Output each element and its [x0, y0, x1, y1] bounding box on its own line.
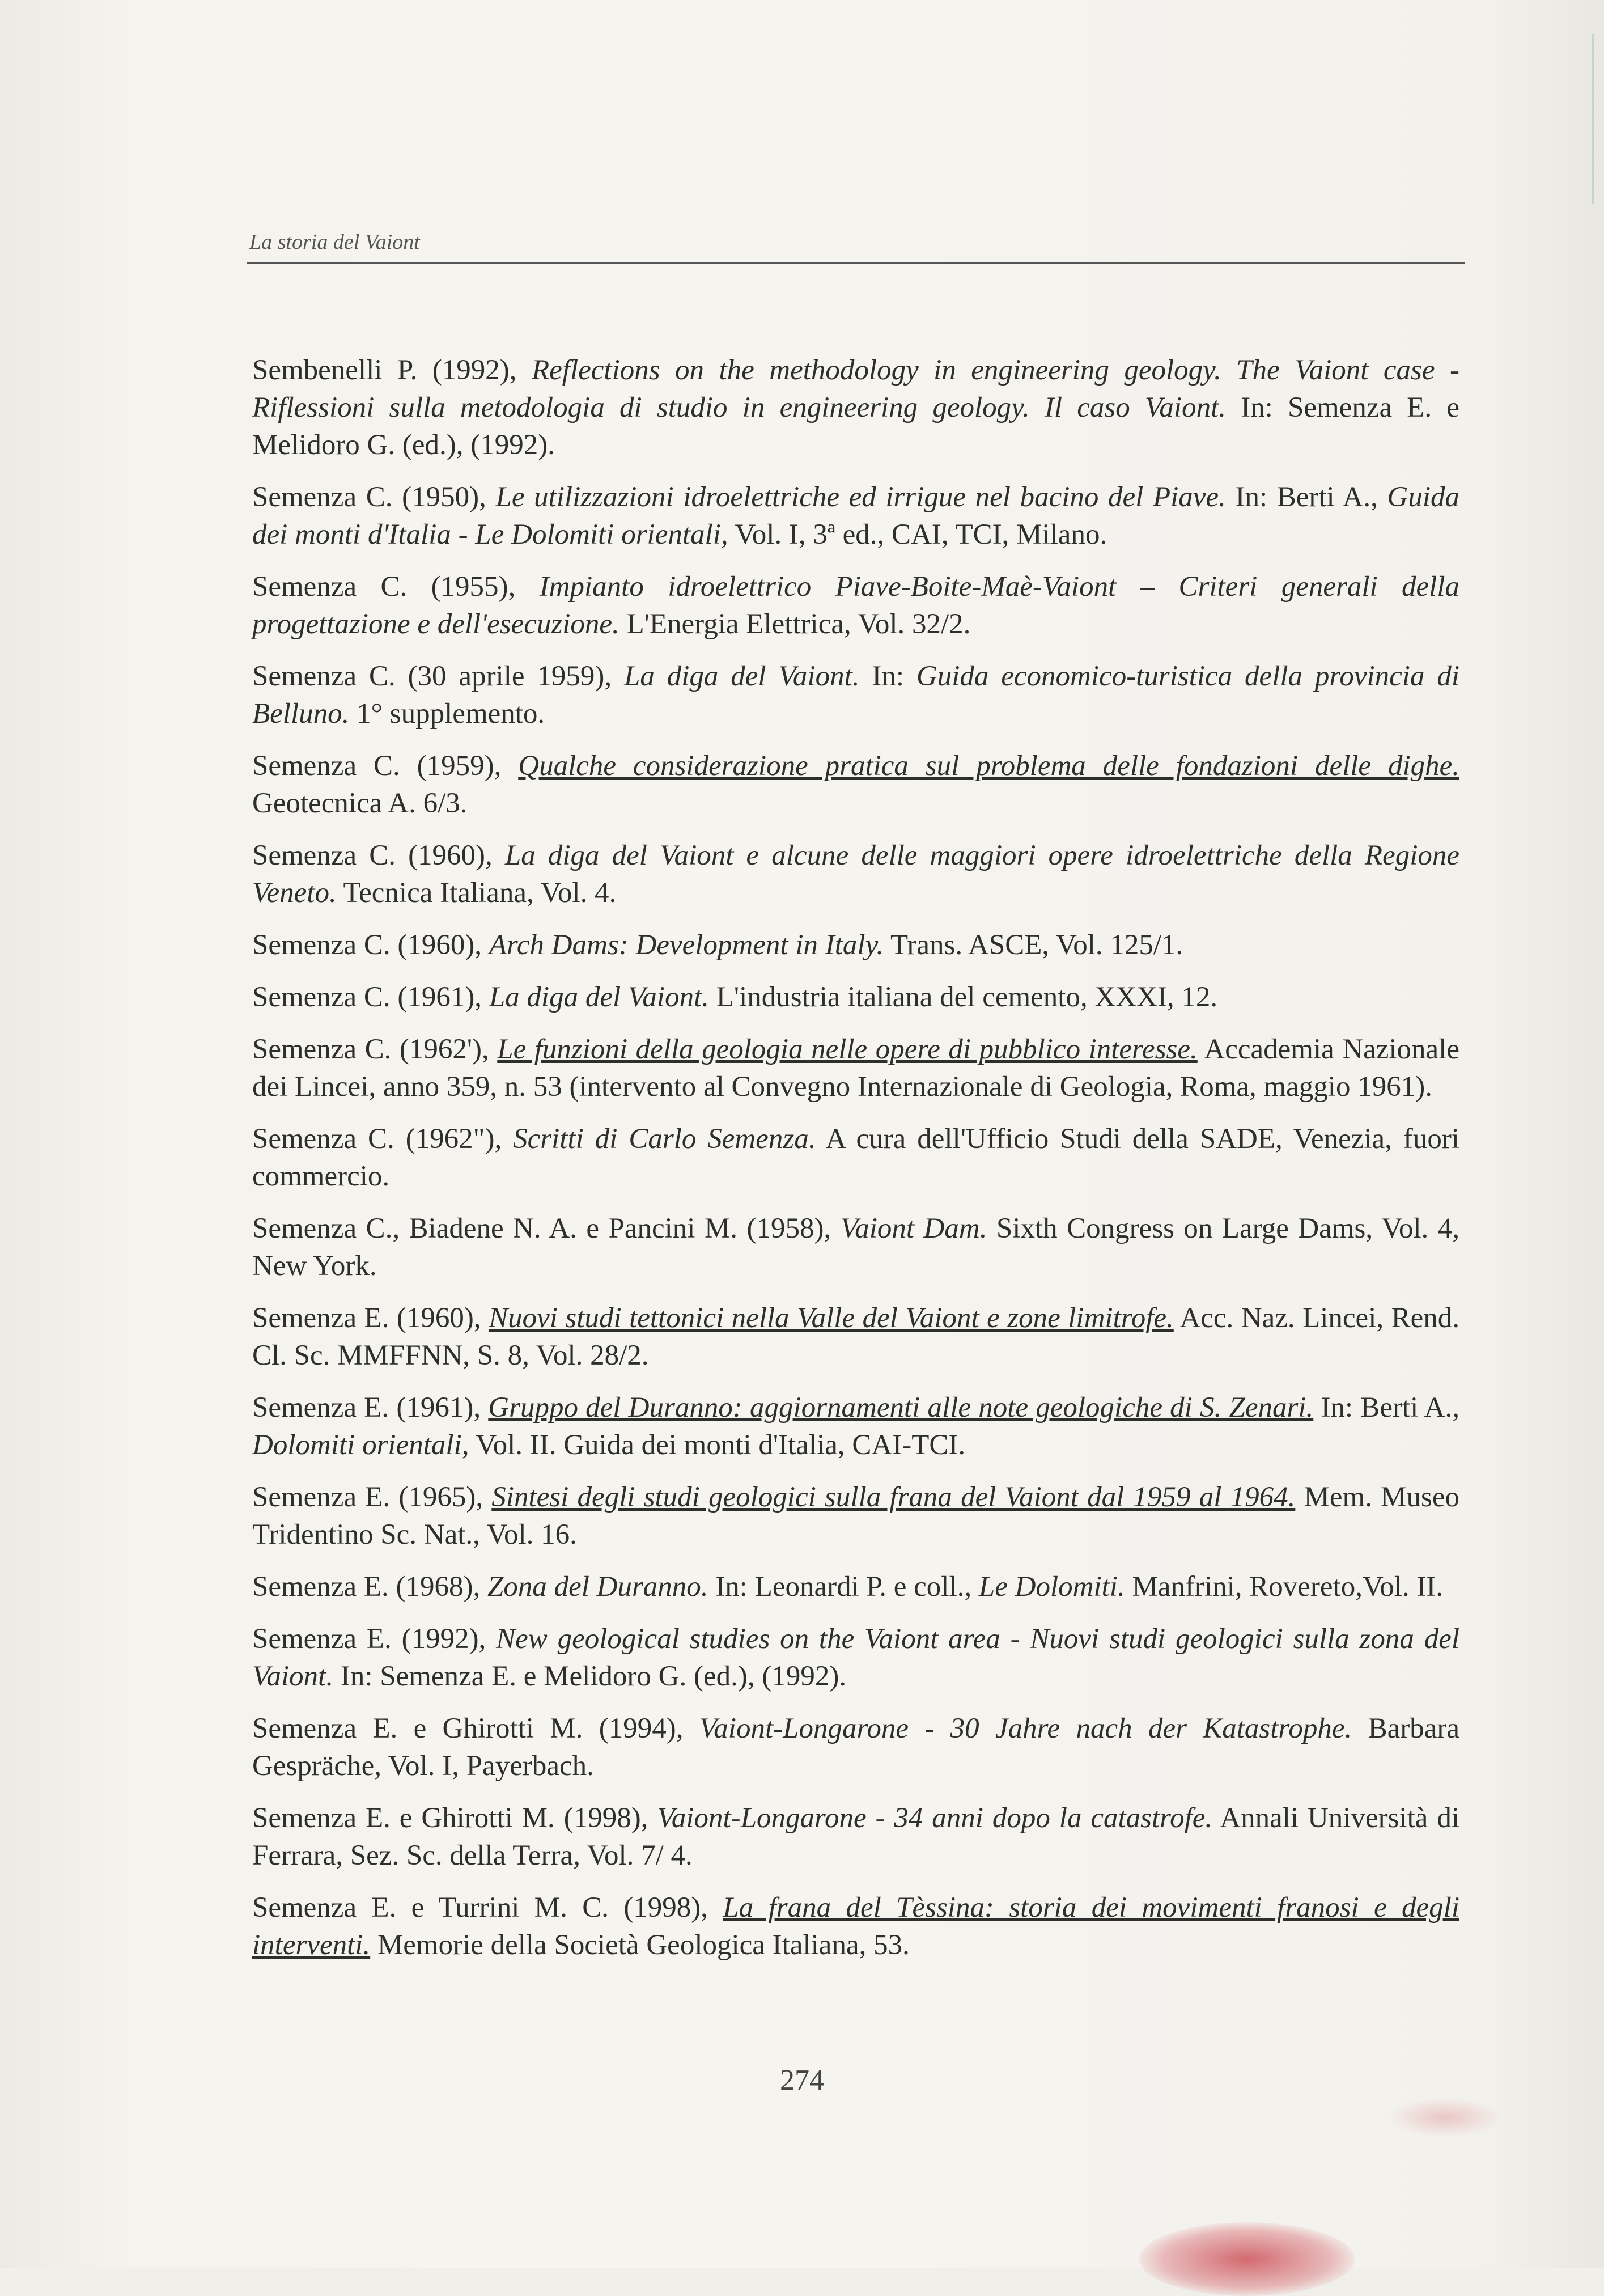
page-number: 274 — [780, 2064, 824, 2096]
reference-entry: Semenza C. (1960), La diga del Vaiont e alcune delle maggiori opere idroelettriche della Regione Veneto. Tecnica Italiana, Vol. 4. — [252, 840, 1460, 909]
reference-entry: Semenza C. (1955), Impianto idroelettrico Piave-Boite-Maè-Vaiont – Criteri generali della progettazione e dell'esecuzione. L'Energia Elettrica, Vol. 32/2. — [252, 571, 1460, 640]
reference-entry: Semenza C. (1950), Le utilizzazioni idroelettriche ed irrigue nel bacino del Piave. In: Berti A., Guida dei monti d'Italia - Le Dolomiti orientali, Vol. I, 3ª ed., CAI, TCI, Milano. — [252, 481, 1459, 550]
reference-entry: Sembenelli P. (1992), Reflections on the methodology in engineering geology. The Vaiont case - Riflessioni sulla metodologia di studio in engineering geology. Il caso Vaiont. In: Semenza E. e Melidoro G. (ed.), (1992). — [252, 354, 1459, 461]
reference-entry: Semenza C., Biadene N. A. e Pancini M. (1958), Vaiont Dam. Sixth Congress on Large Dams, Vol. 4, New York. — [252, 1213, 1460, 1282]
reference-entry: Semenza E. (1960), Nuovi studi tettonici nella Valle del Vaiont e zone limitrofe. Acc. Naz. Lincei, Rend. Cl. Sc. MMFFNN, S. 8, Vol. 28/2. — [252, 1302, 1459, 1371]
reference-entry: Semenza C. (1960), Arch Dams: Development in Italy. Trans. ASCE, Vol. 125/1. — [252, 929, 1183, 961]
reference-entry: Semenza E. e Ghirotti M. (1994), Vaiont-Longarone - 30 Jahre nach der Katastrophe. Barbara Gespräche, Vol. I, Payerbach. — [252, 1713, 1459, 1782]
reference-list — [252, 351, 1459, 1979]
page-edge-mark — [1592, 34, 1594, 204]
reference-entry: Semenza E. (1961), Gruppo del Duranno: aggiornamenti alle note geologiche di S. Zenari. In: Berti A., Dolomiti orientali, Vol. II. Guida dei monti d'Italia, CAI-TCI. — [252, 1392, 1459, 1461]
reference-entry: Semenza E. e Ghirotti M. (1998), Vaiont-Longarone - 34 anni dopo la catastrofe. Annali Università di Ferrara, Sez. Sc. della Terra, Vol. 7/ 4. — [252, 1802, 1459, 1871]
reference-entry: Semenza E. e Turrini M. C. (1998), La frana del Tèssina: storia dei movimenti franosi e degli interventi. Memorie della Società Geologica Italiana, 53. — [252, 1892, 1459, 1961]
header-rule — [247, 262, 1465, 264]
reference-entry: Semenza C. (30 aprile 1959), La diga del Vaiont. In: Guida economico-turistica della provincia di Belluno. 1° supplemento. — [252, 660, 1459, 730]
red-stain — [1139, 2222, 1355, 2296]
reference-entry: Semenza E. (1965), Sintesi degli studi geologici sulla frana del Vaiont dal 1959 al 1964. Mem. Museo Tridentino Sc. Nat., Vol. 16. — [252, 1481, 1459, 1551]
reference-entry: Semenza C. (1962'), Le funzioni della geologia nelle opere di pubblico interesse. Accademia Nazionale dei Lincei, anno 359, n. 53 (intervento al Convegno Internazionale di Geologia, Roma, maggio 1961). — [252, 1033, 1459, 1103]
reference-entry: Semenza C. (1959), Qualche considerazione pratica sul problema delle fondazioni delle dighe. Geotecnica A. 6/3. — [252, 750, 1460, 819]
reference-entry: Semenza E. (1968), Zona del Duranno. In: Leonardi P. e coll., Le Dolomiti. Manfrini, Rovereto,Vol. II. — [252, 1571, 1444, 1603]
running-head: La storia del Vaiont — [249, 230, 420, 254]
reference-entry: Semenza C. (1962"), Scritti di Carlo Semenza. A cura dell'Ufficio Studi della SADE, Venezia, fuori commercio. — [252, 1123, 1459, 1192]
reference-entry: Semenza E. (1992), New geological studies on the Vaiont area - Nuovi studi geologici sulla zona del Vaiont. In: Semenza E. e Melidoro G. (ed.), (1992). — [252, 1623, 1459, 1692]
ink-stain — [1389, 2098, 1502, 2137]
reference-entry: Semenza C. (1961), La diga del Vaiont. L'industria italiana del cemento, XXXI, 12. — [252, 981, 1218, 1013]
